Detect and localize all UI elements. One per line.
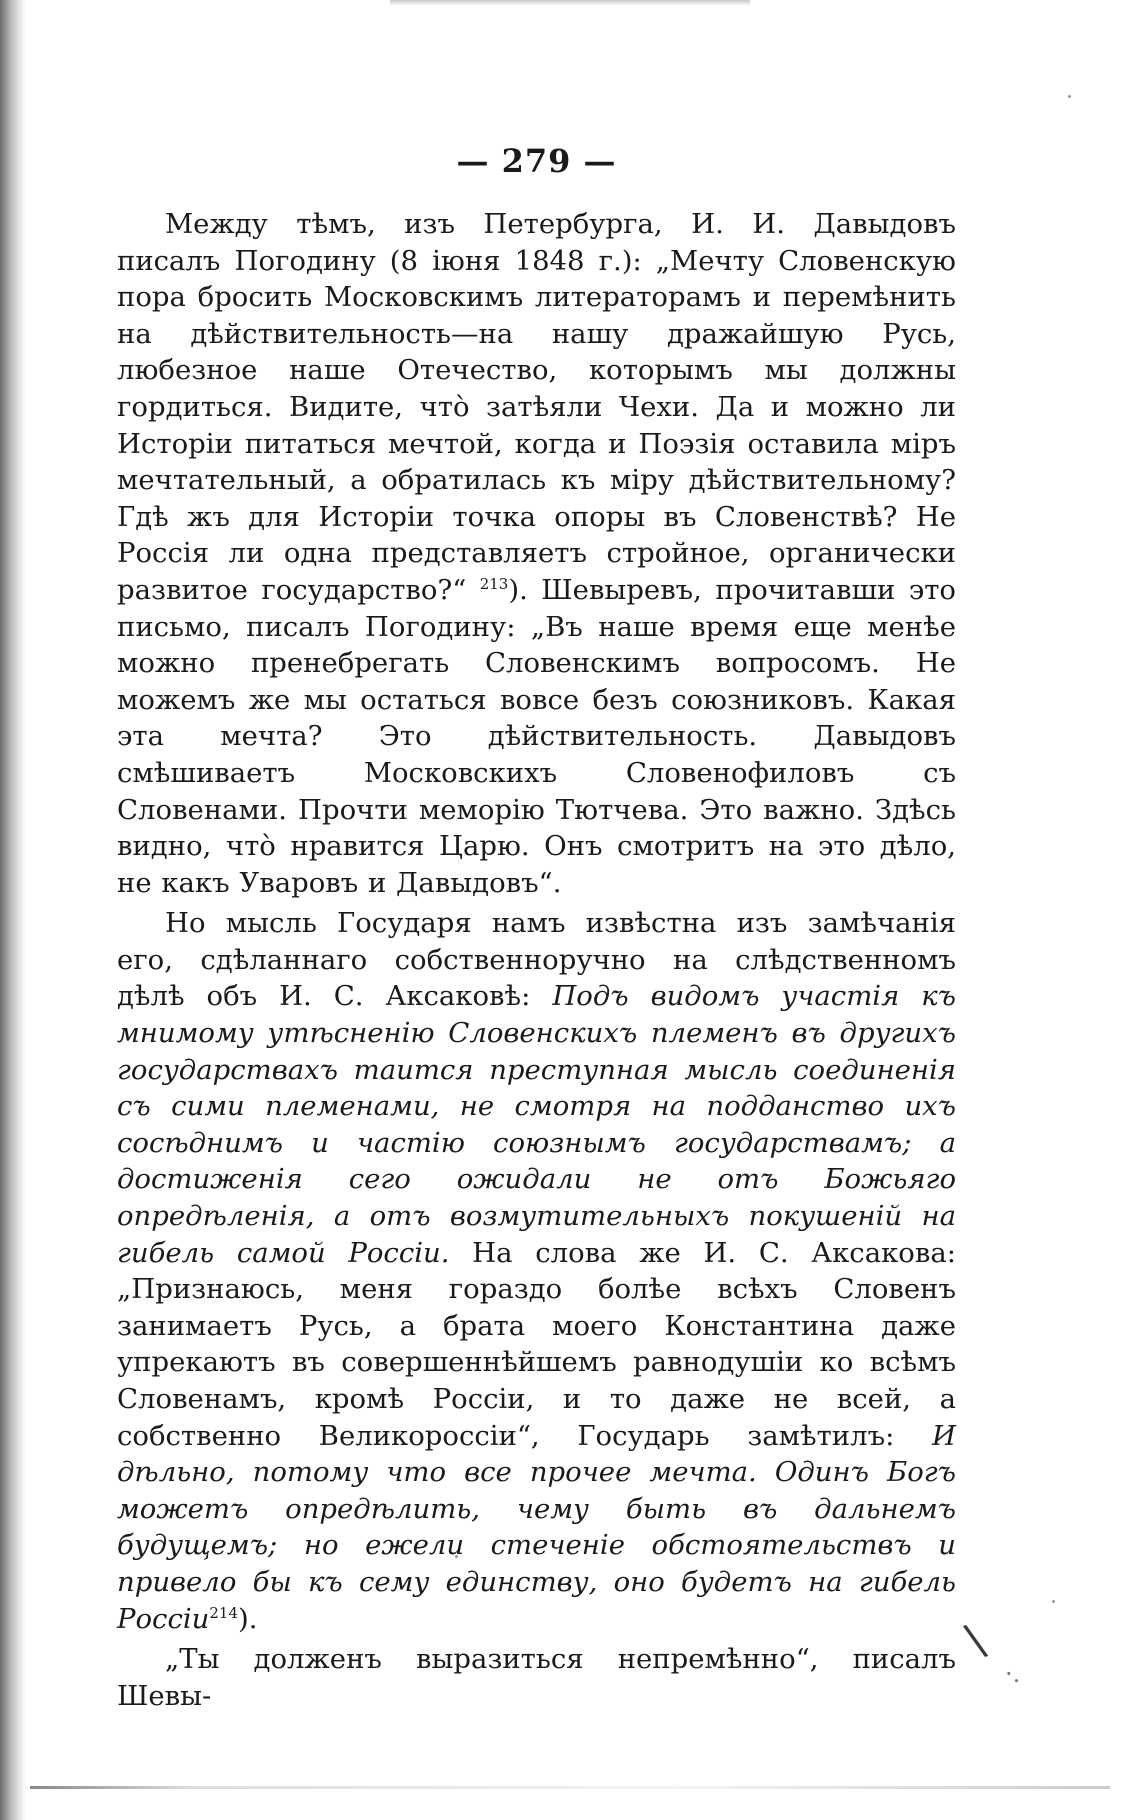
- footnote-ref-214: 214: [209, 1603, 239, 1622]
- scan-top-smudge: [390, 0, 750, 6]
- scan-speck: [1052, 1600, 1055, 1603]
- paragraph-1-text-continued: ). Шевыревъ, прочитавши это письмо, писалъ Погодину: „Въ наше время еще менѣе можно пренебрегать Словенскимъ вопросомъ. Не можемъ же мы остаться вовсе безъ союзниковъ. Какая эта мечта? Это дѣйствительность. Давыдовъ смѣшиваетъ Московскихъ Словенофиловъ съ Словенами. Прочти меморію Тютчева. Это важно. Здѣсь видно, чтò нравится Царю. Онъ смотритъ на это дѣло, не какъ Уваровъ и Давыдовъ“.: [117, 573, 956, 899]
- margin-pencil-mark: \: [960, 1613, 991, 1668]
- paragraph-2-text-end: ).: [238, 1602, 258, 1635]
- paragraph-3-text: „Ты долженъ выразиться непремѣнно“, писалъ Шевы-: [117, 1643, 956, 1712]
- footnote-ref-213: 213: [479, 574, 509, 593]
- paragraph-2-text: Но мысль Государя намъ извѣстна изъ замѣчанія его, сдѣланнаго собственноручно на слѣдственномъ дѣлѣ объ И. С. Аксаковѣ:: [117, 907, 956, 1013]
- scan-bottom-edge: [30, 1786, 1110, 1789]
- tsar-remark-italic: Подъ видомъ участія къ мнимому утѣсненію Словенскихъ племенъ въ другихъ государствахъ таится преступная мысль соединенія съ сими племенами, не смотря на подданство ихъ сосѣднимъ и частію союзнымъ государствамъ; а достиженія сего ожидали не отъ Божьяго опредѣленія, а отъ возмутительныхъ покушеній на гибель самой Россіи.: [117, 980, 956, 1269]
- paragraph-1-text: Между тѣмъ, изъ Петербурга, И. И. Давыдовъ писалъ Погодину (8 іюня 1848 г.): „Мечту Словенскую пора бросить Московскимъ литераторамъ и перемѣнить на дѣйствительность—на нашу дражайшую Русь, любезное наше Отечество, которымъ мы должны гордиться. Видите, чтò затѣяли Чехи. Да и можно ли Исторіи питаться мечтой, когда и Поэзія оставила міръ мечтательный, а обратилась къ міру дѣйствительному? Гдѣ жъ для Исторіи точка опоры въ Словенствѣ? Не Россія ли одна представляетъ стройное, органически развитое государство?“: [117, 208, 956, 606]
- scan-speck: [1068, 95, 1071, 98]
- paragraph-2-text-middle: На слова же И. С. Аксакова: „Признаюсь, меня гораздо болѣе всѣхъ Словенъ занимаетъ Русь, а брата моего Константина даже упрекаютъ въ совершеннѣйшемъ равнодушіи ко всѣмъ Словенамъ, кромѣ Россіи, и то даже не всей, а собственно Великороссіи“, Государь замѣтилъ:: [117, 1236, 956, 1452]
- page-number: — 279 —: [456, 142, 617, 180]
- margin-pencil-dots: ·.: [1005, 1660, 1021, 1688]
- paragraph-3: [117, 1641, 956, 1714]
- paragraph-1: [117, 206, 956, 901]
- scan-shadow-edge: [0, 0, 26, 1820]
- tsar-note-italic: И дѣльно, потому что все прочее мечта. Одинъ Богъ можетъ опредѣлить, чему быть въ дальнемъ будущемъ; но ежели стеченіе обстоятельствъ и привело бы къ сему единству, оно будетъ на гибель Россіи: [117, 1419, 956, 1635]
- book-page: [117, 120, 956, 1714]
- paragraph-2: [117, 905, 956, 1637]
